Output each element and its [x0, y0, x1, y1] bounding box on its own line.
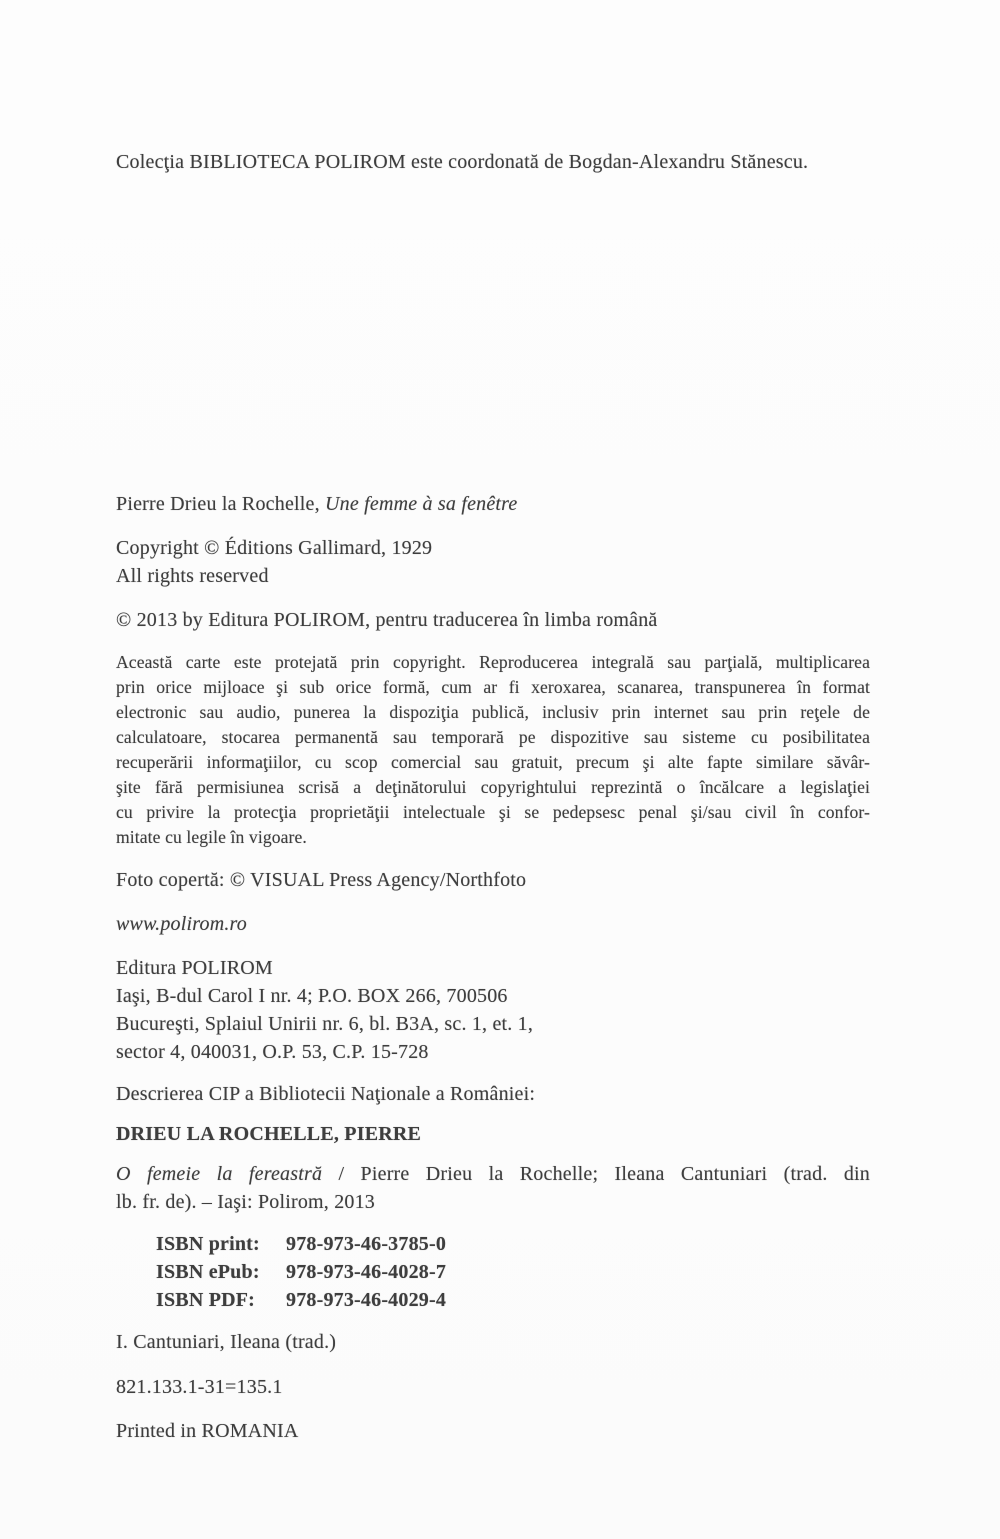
legal-notice — [116, 650, 870, 850]
translator-entry: I. Cantuniari, Ileana (trad.) — [116, 1331, 337, 1353]
publisher-address-line: Iaşi, B-dul Carol I nr. 4; P.O. BOX 266, 700506 — [116, 985, 508, 1007]
legal-line: calculatoare, stocarea permanentă sau temporară pe dispozitive sau sisteme cu posibilitatea — [116, 727, 870, 747]
publisher-name: Editura POLIROM — [116, 957, 273, 979]
collection-note: Colecţia BIBLIOTECA POLIROM este coordonată de Bogdan-Alexandru Stănescu. — [116, 151, 809, 173]
isbn-pdf-label: ISBN PDF: — [156, 1289, 256, 1311]
publisher-website: www.polirom.ro — [116, 913, 247, 935]
rights-reserved-line: All rights reserved — [116, 565, 269, 587]
legal-line: recuperării informaţiilor, cu scop comercial sau gratuit, precum şi alte fapte similare săvâr- — [116, 752, 870, 772]
isbn-print-row — [156, 1230, 870, 1258]
udc-number: 821.133.1-31=135.1 — [116, 1376, 283, 1398]
publisher-address-line: Bucureşti, Splaiul Unirii nr. 6, bl. B3A, sc. 1, et. 1, — [116, 1013, 534, 1035]
publisher-address-block — [116, 954, 870, 1066]
cip-title-rest: / Pierre Drieu la Rochelle; Ileana Cantuniari (trad. din — [322, 1163, 870, 1185]
legal-line: mitate cu legile în vigoare. — [116, 827, 307, 847]
cip-title-line1 — [116, 1160, 870, 1188]
legal-line: Această carte este protejată prin copyright. Reproducerea integrală sau parţială, multiplicarea — [116, 652, 870, 672]
isbn-pdf-value: 978-973-46-4029-4 — [286, 1289, 447, 1311]
publisher-address-line: sector 4, 040031, O.P. 53, C.P. 15-728 — [116, 1041, 429, 1063]
translation-copyright-line: © 2013 by Editura POLIROM, pentru traducerea în limba română — [116, 609, 658, 631]
isbn-pdf-row — [156, 1286, 870, 1314]
copyright-block — [116, 534, 870, 590]
isbn-epub-row — [156, 1258, 870, 1286]
cip-title-entry — [116, 1160, 870, 1216]
cip-title-line2: lb. fr. de). – Iaşi: Polirom, 2013 — [116, 1191, 375, 1213]
original-title: Une femme à sa fenêtre — [325, 493, 518, 515]
cip-author-caps: DRIEU LA ROCHELLE, PIERRE — [116, 1123, 422, 1145]
author-title-line — [116, 490, 870, 518]
isbn-block — [116, 1230, 870, 1314]
cip-title-italic: O femeie la fereastră — [116, 1163, 323, 1185]
legal-line: şite fără permisiunea scrisă a deţinătorului copyrightului reprezintă o încălcare a legislaţiei — [116, 777, 870, 797]
legal-line: prin orice mijloace şi sub orice formă, cum ar fi xeroxarea, scanarea, transpunerea în format — [116, 677, 870, 697]
copyright-original-line: Copyright © Éditions Gallimard, 1929 — [116, 537, 433, 559]
printed-in-note: Printed in ROMANIA — [116, 1420, 299, 1442]
author-name: Pierre Drieu la Rochelle, — [116, 493, 326, 515]
isbn-epub-label: ISBN ePub: — [156, 1261, 260, 1283]
legal-line: cu privire la protecţia proprietăţii intelectuale şi se pedepsesc penal şi/sau civil în confor- — [116, 802, 870, 822]
isbn-print-value: 978-973-46-3785-0 — [286, 1233, 447, 1255]
cover-photo-credit: Foto copertă: © VISUAL Press Agency/Northfoto — [116, 869, 527, 891]
isbn-print-label: ISBN print: — [156, 1233, 260, 1255]
legal-line: electronic sau audio, punerea la dispoziţia publică, inclusiv prin internet sau prin reţele de — [116, 702, 870, 722]
isbn-epub-value: 978-973-46-4028-7 — [286, 1261, 447, 1283]
cip-heading: Descrierea CIP a Bibliotecii Naţionale a României: — [116, 1083, 536, 1105]
